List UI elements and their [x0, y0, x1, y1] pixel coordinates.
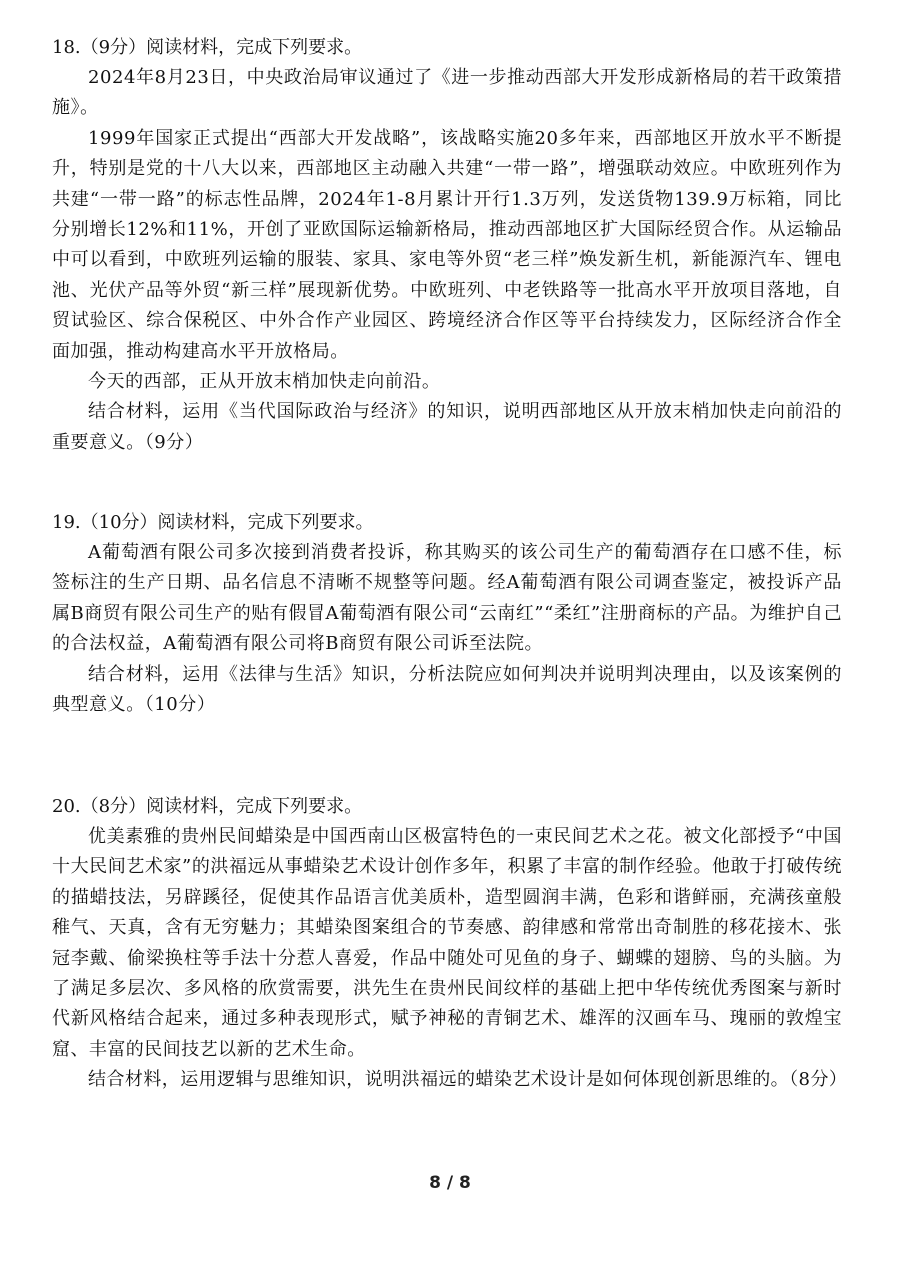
- question-19-header: 19.（10分）阅读材料，完成下列要求。: [52, 512, 374, 533]
- page-number: 8 / 8: [429, 1173, 471, 1193]
- question-20-prompt: 结合材料，运用逻辑与思维知识，说明洪福远的蜡染艺术设计是如何体现创新思维的。（8分）: [88, 1069, 848, 1091]
- question-18: [52, 33, 842, 458]
- question-20-header: 20.（8分）阅读材料，完成下列要求。: [52, 796, 363, 817]
- question-19: [52, 508, 842, 720]
- question-20-paragraph-1: 优美素雅的贵州民间蜡染是中国西南山区极富特色的一束民间艺术之花。被文化部授予“中国十大民间艺术家”的洪福远从事蜡染艺术设计创作多年，积累了丰富的制作经验。他敢于打破传统的描蜡技法，另辟蹊径，促使其作品语言优美质朴，造型圆润丰满，色彩和谐鲜丽，充满孩童般稚气、天真，含有无穷魅力；其蜡染图案组合的节奏感、韵律感和常常出奇制胜的移花接木、张冠李戴、偷梁换柱等手法十分惹人喜爱，作品中随处可见鱼的身子、蝴蝶的翅膀、鸟的头脑。为了满足多层次、多风格的欣赏需要，洪先生在贵州民间纹样的基础上把中华传统优秀图案与新时代新风格结合起来，通过多种表现形式，赋予神秘的青铜艺术、雄浑的汉画车马、瑰丽的敦煌宝窟、丰富的民间技艺以新的艺术生命。: [52, 826, 842, 1060]
- question-19-prompt: 结合材料，运用《法律与生活》知识，分析法院应如何判决并说明判决理由，以及该案例的典型意义。（10分）: [52, 663, 842, 716]
- question-18-paragraph-2: 1999年国家正式提出“西部大开发战略”，该战略实施20多年来，西部地区开放水平不断提升，特别是党的十八大以来，西部地区主动融入共建“一带一路”，增强联动效应。中欧班列作为共建“一带一路”的标志性品牌，2024年1-8月累计开行1.3万列，发送货物139.9万标箱，同比分别增长12%和11%，开创了亚欧国际运输新格局，推动西部地区扩大国际经贸合作。从运输品中可以看到，中欧班列运输的服装、家具、家电等外贸“老三样”焕发新生机，新能源汽车、锂电池、光伏产品等外贸“新三样”展现新优势。中欧班列、中老铁路等一批高水平开放项目落地，自贸试验区、综合保税区、中外合作产业园区、跨境经济合作区等平台持续发力，区际经济合作全面加强，推动构建高水平开放格局。: [52, 127, 842, 362]
- question-18-paragraph-3: 今天的西部，正从开放末梢加快走向前沿。: [88, 371, 441, 393]
- question-20: [52, 792, 848, 1096]
- question-18-prompt: 结合材料，运用《当代国际政治与经济》的知识，说明西部地区从开放末梢加快走向前沿的重要意义。（9分）: [52, 401, 842, 453]
- question-18-header: 18.（9分）阅读材料，完成下列要求。: [52, 37, 363, 58]
- question-19-paragraph-1: A葡萄酒有限公司多次接到消费者投诉，称其购买的该公司生产的葡萄酒存在口感不佳，标签标注的生产日期、品名信息不清晰不规整等问题。经A葡萄酒有限公司调查鉴定，被投诉产品属B商贸有限公司生产的贴有假冒A葡萄酒有限公司“云南红”“柔红”注册商标的产品。为维护自己的合法权益，A葡萄酒有限公司将B商贸有限公司诉至法院。: [52, 542, 842, 655]
- question-18-paragraph-1: 2024年8月23日，中央政治局审议通过了《进一步推动西部大开发形成新格局的若干政策措施》。: [52, 67, 842, 119]
